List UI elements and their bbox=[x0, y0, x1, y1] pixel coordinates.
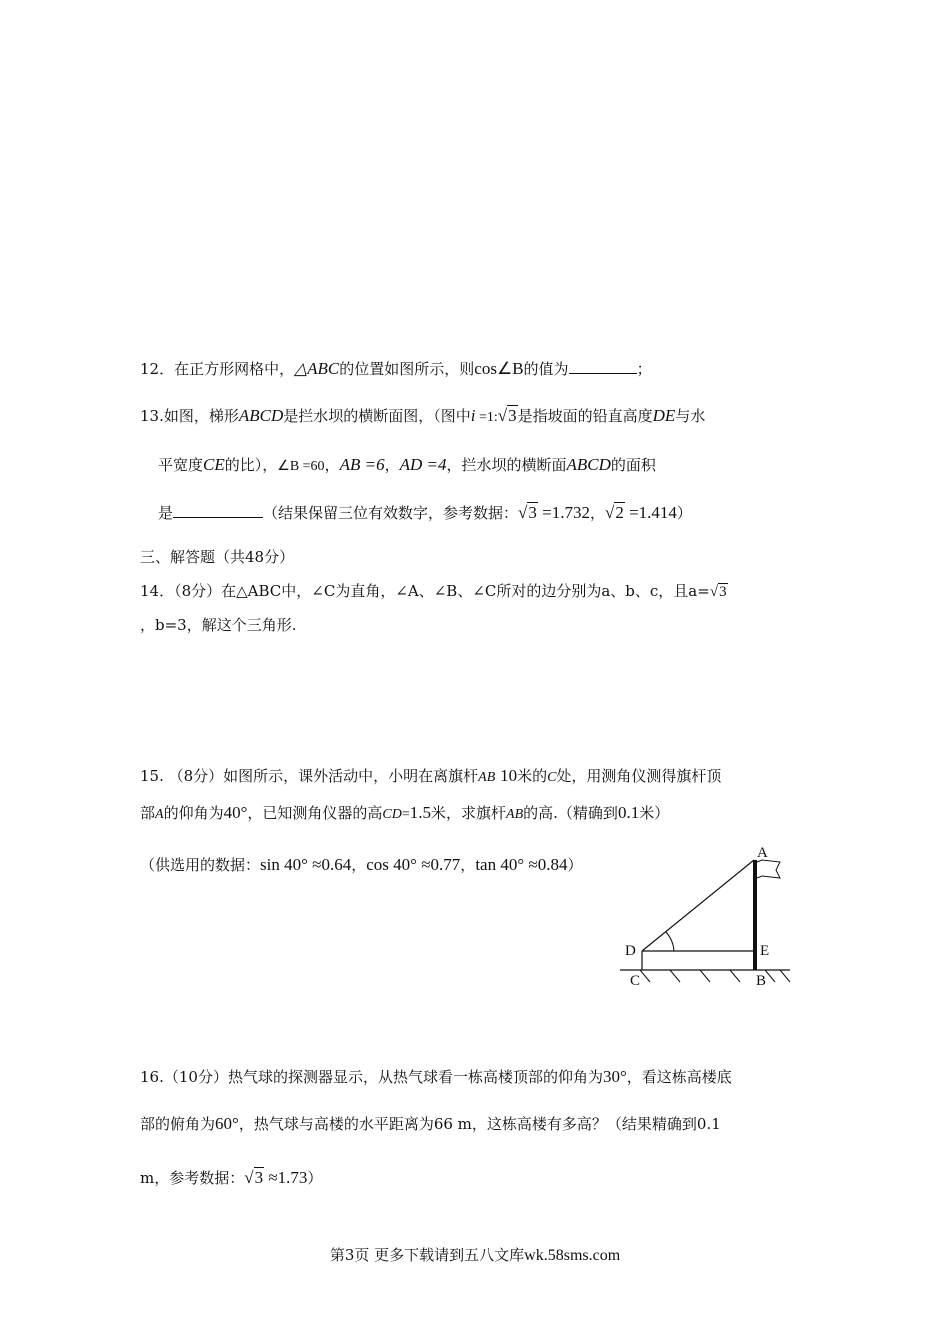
question-15-line-2: 部A的仰角为40°，已知测角仪器的高CD=1.5米，求旗杆AB的高.（精确到0.1米） bbox=[140, 803, 670, 822]
sqrt-symbol: √3 bbox=[518, 503, 537, 522]
sqrt-symbol: √3 bbox=[497, 406, 517, 425]
question-13-line-2: 平宽度CE的比），∠B =60，AB =6，AD =4，拦水坝的横断面ABCD的面积 bbox=[158, 455, 656, 474]
label-c: C bbox=[630, 973, 641, 989]
question-13-line-3: 是 （结果保留三位有效数字，参考数据：√3 =1.732，√2 =1.414） bbox=[158, 503, 692, 522]
question-16-line-3: m，参考数据：√3 ≈1.73） bbox=[140, 1168, 323, 1187]
answer-blank bbox=[173, 503, 263, 518]
question-14-line-2: ，b=3，解这个三角形. bbox=[140, 616, 297, 634]
answer-blank bbox=[569, 359, 637, 374]
question-15-line-1: 15. （8分）如图所示，课外活动中，小明在离旗杆AB 10米的C处，用测角仪测得旗杆顶 bbox=[140, 766, 722, 785]
flag-icon bbox=[757, 860, 780, 878]
question-16-line-1: 16.（10分）热气球的探测器显示，从热气球看一栋高楼顶部的仰角为30°，看这栋高楼底 bbox=[140, 1067, 732, 1086]
page-footer: 第3页 更多下载请到五八文库wk.58sms.com bbox=[329, 1246, 621, 1264]
section-3-heading: 三、解答题（共48分） bbox=[140, 548, 295, 566]
sqrt-symbol: √3 bbox=[709, 584, 727, 600]
angle-arc bbox=[666, 932, 674, 951]
question-16-line-2: 部的俯角为60°，热气球与高楼的水平距离为66 m，这栋高楼有多高？（结果精确到0.1 bbox=[140, 1114, 721, 1133]
sight-line-da bbox=[642, 860, 754, 951]
question-15-line-3: （供选用的数据：sin 40° ≈0.64，cos 40° ≈0.77，tan 40° ≈0.84） bbox=[140, 855, 583, 874]
question-13-line-1: 13.如图，梯形ABCD是拦水坝的横断面图，（图中i =1:√3是指坡面的铅直高度DE与水 bbox=[140, 406, 706, 425]
flagpole-figure bbox=[600, 838, 800, 990]
question-12: 12．在正方形网格中，△ABC的位置如图所示，则cos∠B的值为 ； bbox=[140, 359, 652, 378]
ground-hatching bbox=[640, 970, 790, 982]
label-e: E bbox=[760, 943, 770, 959]
question-14-line-1: 14．（8分）在△ABC中，∠C为直角，∠A、∠B、∠C所对的边分别为a、b、c，且a=√3 bbox=[140, 582, 727, 600]
label-a: A bbox=[757, 845, 768, 861]
label-b: B bbox=[756, 973, 767, 989]
sqrt-symbol: √3 bbox=[244, 1168, 264, 1187]
footer-link[interactable]: wk.58sms.com bbox=[524, 1247, 621, 1264]
label-d: D bbox=[625, 943, 636, 959]
sqrt-symbol: √2 bbox=[604, 503, 624, 522]
